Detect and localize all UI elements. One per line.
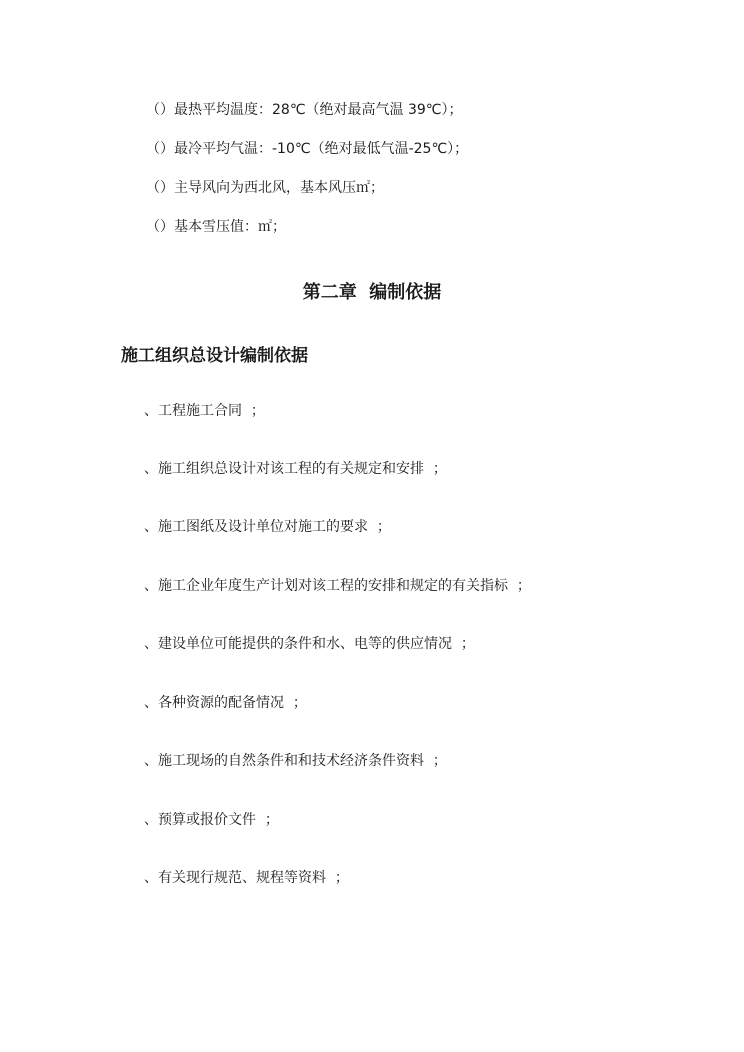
climate-item-wind: （）主导风向为西北风，基本风压㎡；: [146, 180, 384, 196]
basis-item: 、施工现场的自然条件和和技术经济条件资料 ；: [144, 753, 447, 769]
basis-item: 、各种资源的配备情况 ；: [144, 695, 307, 711]
basis-item: 、工程施工合同 ；: [144, 403, 265, 419]
basis-item: 、施工图纸及设计单位对施工的要求 ；: [144, 519, 391, 535]
chapter-title: 第二章 编制依据: [302, 282, 442, 303]
basis-item: 、施工企业年度生产计划对该工程的安排和规定的有关指标 ；: [144, 578, 531, 594]
basis-item: 、施工组织总设计对该工程的有关规定和安排 ；: [144, 461, 447, 477]
climate-item-coldest-temp: （）最冷平均气温：-10℃（绝对最低气温-25℃）；: [146, 141, 469, 157]
basis-item: 、预算或报价文件 ；: [144, 812, 279, 828]
basis-item: 、有关现行规范、规程等资料 ；: [144, 870, 349, 886]
basis-item: 、建设单位可能提供的条件和水、电等的供应情况 ；: [144, 636, 475, 652]
climate-item-snow: （）基本雪压值：㎡；: [146, 219, 286, 235]
climate-item-hottest-temp: （）最热平均温度：28℃（绝对最高气温 39℃）；: [146, 102, 463, 118]
section-title: 施工组织总设计编制依据: [121, 346, 308, 366]
